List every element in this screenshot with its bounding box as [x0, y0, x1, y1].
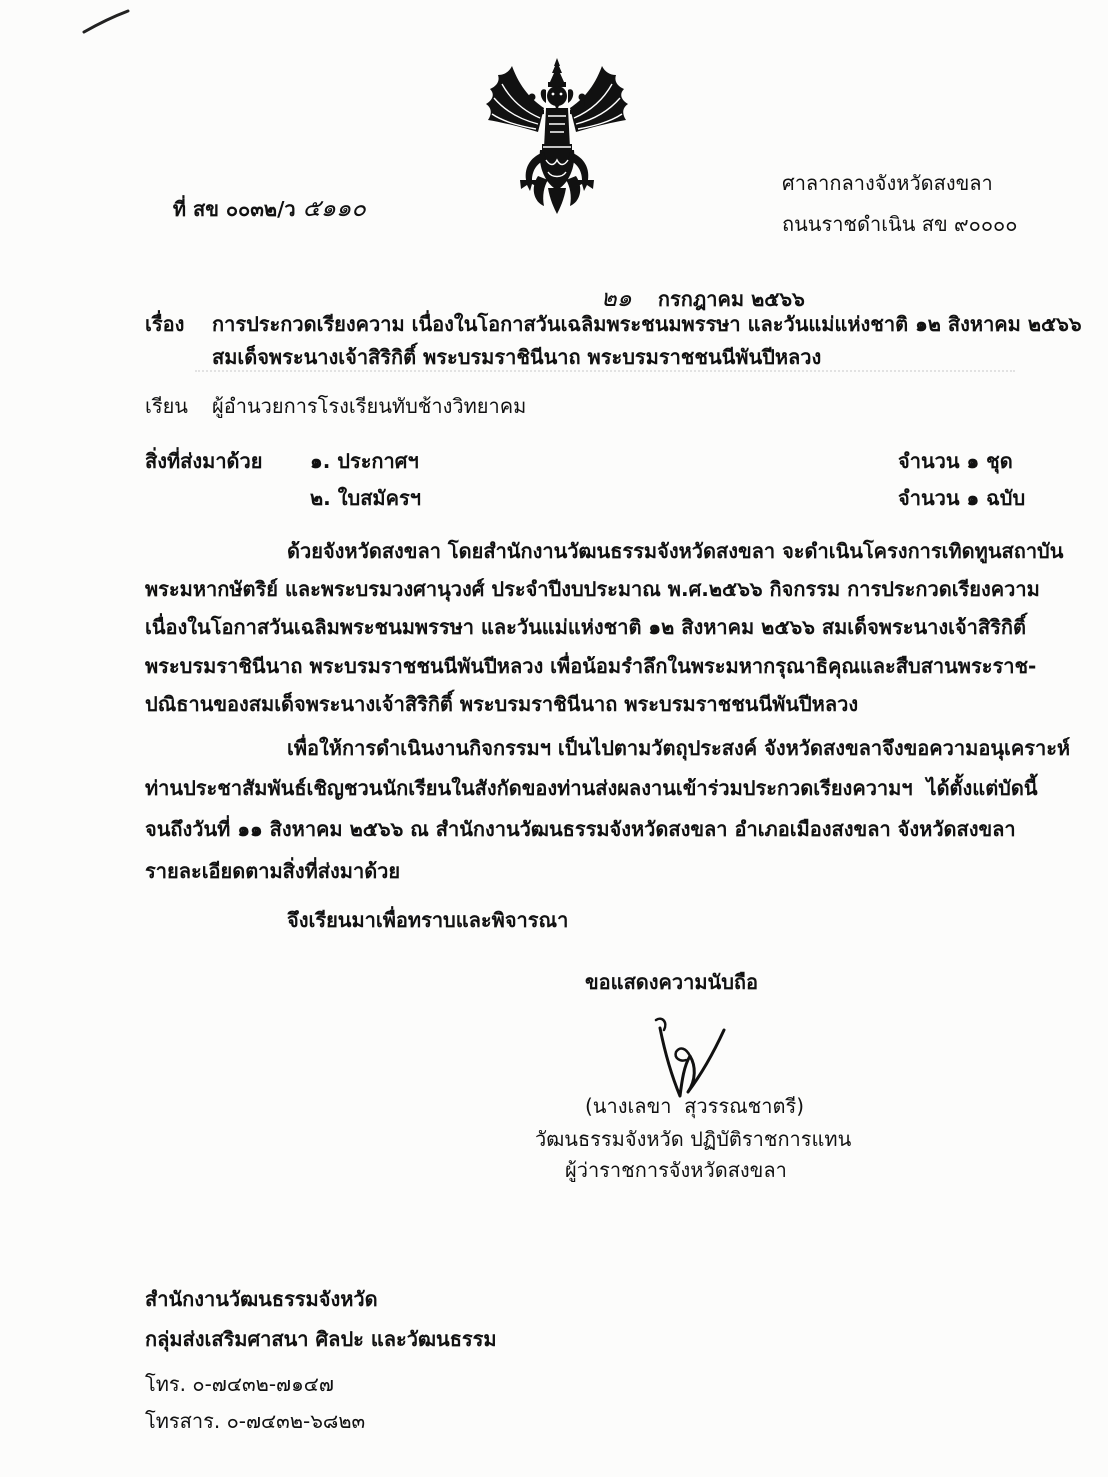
salutation: ขอแสดงความนับถือ [585, 970, 759, 994]
handwritten-signature [640, 1010, 740, 1105]
footer-division: กลุ่มส่งเสริมศาสนา ศิลปะ และวัฒนธรรม [145, 1327, 497, 1351]
reference-handwritten-number: ๕๑๑๐ [302, 194, 366, 222]
paragraph1-line: ปณิธานของสมเด็จพระนางเจ้าสิริกิติ์ พระบรมราชินีนาถ พระบรมราชชนนีพันปีหลวง [145, 692, 859, 716]
date-day-handwritten: ๒๑ [600, 284, 632, 312]
pen-mark [78, 6, 134, 38]
date-month-year: กรกฎาคม ๒๕๖๖ [657, 287, 805, 311]
signatory-name: (นางเลขา สุวรรณชาตรี) [585, 1094, 804, 1118]
enclosure-item-quantity: จำนวน ๑ ฉบับ [898, 486, 1026, 510]
signatory-position-on-behalf: ผู้ว่าราชการจังหวัดสงขลา [565, 1158, 787, 1182]
paragraph1-line: เนื่องในโอกาสวันเฉลิมพระชนมพรรษา และวันแม่แห่งชาติ ๑๒ สิงหาคม ๒๕๖๖ สมเด็จพระนางเจ้าสิริกิติ์ [145, 615, 1026, 639]
footer-phone: โทร. ๐-๗๔๓๒-๗๑๔๗ [145, 1372, 334, 1396]
signatory-position: วัฒนธรรมจังหวัด ปฏิบัติราชการแทน [535, 1127, 852, 1151]
paragraph1-line: พระบรมราชินีนาถ พระบรมราชชนนีพันปีหลวง เพื่อน้อมรำลึกในพระมหากรุณาธิคุณและสืบสานพระราช- [145, 654, 1037, 678]
paragraph2-line: รายละเอียดตามสิ่งที่ส่งมาด้วย [145, 859, 401, 883]
reference-label: ที่ สข ๐๐๓๒/ว [172, 197, 296, 221]
footer-office: สำนักงานวัฒนธรรมจังหวัด [145, 1287, 378, 1311]
office-address-line1: ศาลากลางจังหวัดสงขลา [782, 171, 993, 195]
footer-fax: โทรสาร. ๐-๗๔๓๒-๖๘๒๓ [145, 1409, 366, 1433]
enclosures-label: สิ่งที่ส่งมาด้วย [145, 449, 263, 473]
paragraph1-line: พระมหากษัตริย์ และพระบรมวงศานุวงศ์ ประจำปีงบประมาณ พ.ศ.๒๕๖๖ กิจกรรม การประกวดเรียงความ [145, 577, 1040, 601]
office-address-line2: ถนนราชดำเนิน สข ๙๐๐๐๐ [782, 212, 1018, 236]
paragraph1-line: ด้วยจังหวัดสงขลา โดยสำนักงานวัฒนธรรมจังหวัดสงขลา จะดำเนินโครงการเทิดทูนสถาบัน [287, 539, 1064, 563]
recipient-label: เรียน [145, 394, 188, 418]
subject-line: การประกวดเรียงความ เนื่องในโอกาสวันเฉลิมพระชนมพรรษา และวันแม่แห่งชาติ ๑๒ สิงหาคม ๒๕๖๖ [212, 312, 1082, 336]
subject-line: สมเด็จพระนางเจ้าสิริกิติ์ พระบรมราชินีนาถ พระบรมราชชนนีพันปีหลวง [212, 345, 822, 369]
subject-dotted-rule [195, 370, 1015, 372]
garuda-emblem [482, 56, 632, 216]
reference-number [145, 166, 366, 251]
subject-label: เรื่อง [145, 312, 185, 336]
closing-request: จึงเรียนมาเพื่อทราบและพิจารณา [287, 908, 569, 932]
paragraph2-line: ท่านประชาสัมพันธ์เชิญชวนนักเรียนในสังกัดของท่านส่งผลงานเข้าร่วมประกวดเรียงความฯ ได้ตั้งแต่บัดนี้ [145, 776, 1038, 800]
enclosure-item-name: ๑. ประกาศฯ [310, 449, 419, 473]
recipient-value: ผู้อำนวยการโรงเรียนทับช้างวิทยาคม [212, 394, 527, 418]
paragraph2-line: เพื่อให้การดำเนินงานกิจกรรมฯ เป็นไปตามวัตถุประสงค์ จังหวัดสงขลาจึงขอความอนุเคราะห์ [287, 736, 1071, 760]
paragraph2-line: จนถึงวันที่ ๑๑ สิงหาคม ๒๕๖๖ ณ สำนักงานวัฒนธรรมจังหวัดสงขลา อำเภอเมืองสงขลา จังหวัดสงขลา [145, 817, 1016, 841]
enclosure-item-quantity: จำนวน ๑ ชุด [898, 449, 1013, 473]
enclosure-item-name: ๒. ใบสมัครฯ [310, 486, 421, 510]
